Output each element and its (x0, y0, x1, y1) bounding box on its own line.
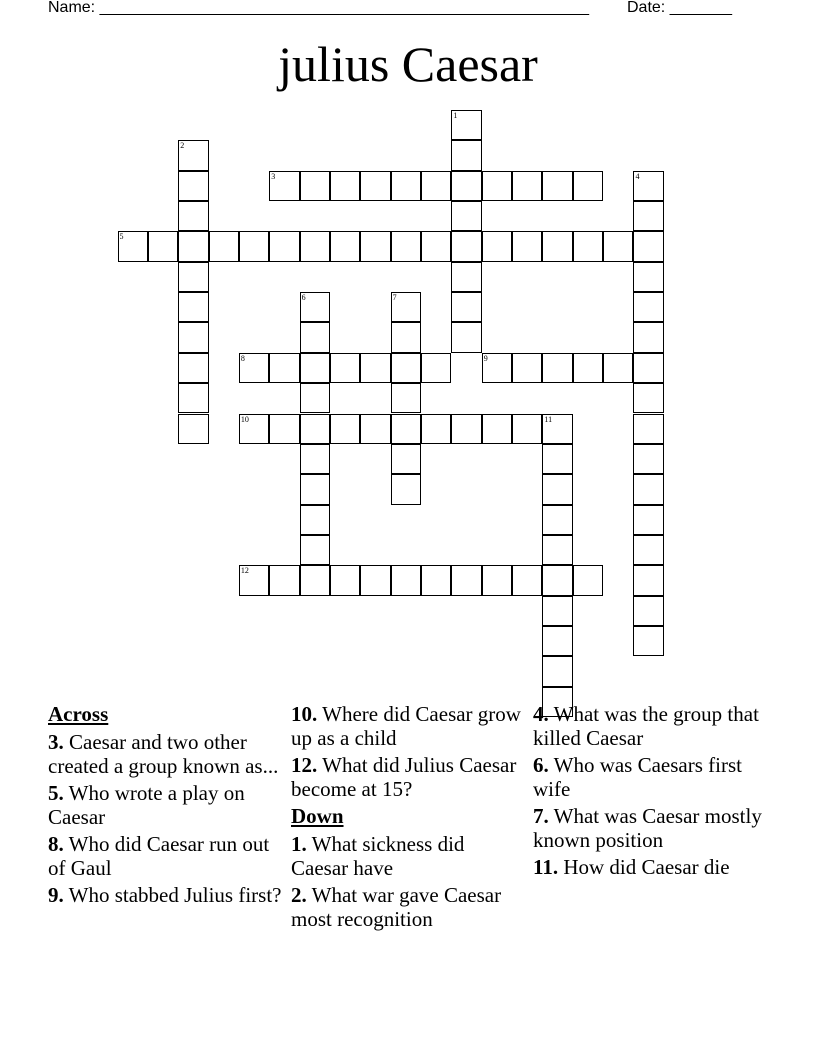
crossword-cell[interactable] (512, 171, 542, 201)
crossword-cell[interactable] (542, 353, 572, 383)
crossword-cell[interactable] (542, 535, 572, 565)
crossword-cell[interactable] (542, 596, 572, 626)
crossword-cell[interactable] (633, 383, 663, 413)
crossword-cell[interactable] (300, 444, 330, 474)
crossword-cell[interactable] (542, 626, 572, 656)
crossword-cell[interactable] (512, 565, 542, 595)
clue-down-1: 1. What sickness did Caesar have (291, 832, 465, 880)
crossword-cell[interactable] (360, 231, 390, 261)
crossword-cell[interactable] (573, 171, 603, 201)
crossword-cell[interactable] (542, 565, 572, 595)
crossword-cell[interactable] (391, 414, 421, 444)
crossword-cell[interactable] (300, 474, 330, 504)
clue-number: 10 (240, 414, 249, 424)
clue-number: 5 (119, 232, 124, 242)
crossword-cell[interactable] (269, 414, 299, 444)
crossword-cell[interactable] (633, 444, 663, 474)
crossword-cell[interactable] (633, 231, 663, 261)
crossword-cell[interactable] (451, 262, 481, 292)
clue-across-8: 8. Who did Caesar run out of Gaul (48, 832, 270, 880)
crossword-cell[interactable] (603, 353, 633, 383)
crossword-cell[interactable] (512, 231, 542, 261)
crossword-cell[interactable] (391, 444, 421, 474)
crossword-cell[interactable] (633, 474, 663, 504)
crossword-cell[interactable] (178, 171, 208, 201)
crossword-cell[interactable] (300, 171, 330, 201)
crossword-cell[interactable] (330, 565, 360, 595)
crossword-cell[interactable] (451, 140, 481, 170)
crossword-cell[interactable] (391, 353, 421, 383)
crossword-cell[interactable] (633, 262, 663, 292)
crossword-cell[interactable] (330, 353, 360, 383)
crossword-cell[interactable] (451, 201, 481, 231)
clue-down-6: 6. Who was Caesars first wife (533, 753, 742, 801)
crossword-cell[interactable] (451, 322, 481, 352)
crossword-cell[interactable] (178, 140, 208, 170)
crossword-cell[interactable] (633, 535, 663, 565)
crossword-cell[interactable] (300, 231, 330, 261)
crossword-cell[interactable] (300, 292, 330, 322)
clue-number: 1 (453, 111, 458, 120)
crossword-cell[interactable] (512, 353, 542, 383)
crossword-cell[interactable] (451, 565, 481, 595)
crossword-cell[interactable] (178, 292, 208, 322)
crossword-cell[interactable] (178, 353, 208, 383)
crossword-cell[interactable] (360, 353, 390, 383)
crossword-cell[interactable] (573, 565, 603, 595)
crossword-cell[interactable] (118, 231, 148, 261)
clues-column-2 (291, 702, 526, 934)
crossword-cell[interactable] (209, 231, 239, 261)
crossword-cell[interactable] (482, 353, 512, 383)
crossword-cell[interactable] (330, 414, 360, 444)
crossword-cell[interactable] (300, 353, 330, 383)
clue-number: 6 (301, 293, 306, 303)
crossword-cell[interactable] (300, 383, 330, 413)
crossword-cell[interactable] (573, 231, 603, 261)
crossword-cell[interactable] (300, 505, 330, 535)
crossword-cell[interactable] (451, 414, 481, 444)
crossword-cell[interactable] (330, 171, 360, 201)
clue-number: 11 (544, 414, 553, 424)
crossword-cell[interactable] (633, 201, 663, 231)
crossword-cell[interactable] (512, 414, 542, 444)
crossword-cell[interactable] (360, 171, 390, 201)
clue-across-9: 9. Who stabbed Julius first? (48, 883, 282, 907)
crossword-cell[interactable] (300, 414, 330, 444)
crossword-cell[interactable] (421, 171, 451, 201)
date-field-label: Date: _______ (627, 0, 732, 16)
crossword-cell[interactable] (633, 596, 663, 626)
crossword-cell[interactable] (482, 565, 512, 595)
crossword-cell[interactable] (482, 231, 512, 261)
clue-across-5: 5. Who wrote a play on Caesar (48, 781, 245, 829)
crossword-cell[interactable] (603, 231, 633, 261)
crossword-cell[interactable] (451, 231, 481, 261)
clue-down-4: 4. What was the group that killed Caesar (533, 702, 759, 750)
crossword-cell[interactable] (269, 231, 299, 261)
crossword-cell[interactable] (633, 292, 663, 322)
name-field-label: Name: _______________________________________________________ (48, 0, 589, 16)
crossword-cell[interactable] (269, 353, 299, 383)
clue-down-11: 11. How did Caesar die (533, 855, 730, 879)
clue-number: 9 (483, 353, 488, 363)
crossword-cell[interactable] (633, 353, 663, 383)
clue-number: 7 (392, 293, 397, 303)
across-heading: Across (48, 702, 109, 726)
crossword-cell[interactable] (421, 565, 451, 595)
clue-down-2: 2. What war gave Caesar most recognition (291, 883, 502, 931)
page-title: julius Caesar (278, 36, 538, 92)
crossword-cell[interactable] (633, 171, 663, 201)
clue-down-7: 7. What was Caesar mostly known position (533, 804, 762, 852)
crossword-cell[interactable] (633, 565, 663, 595)
crossword-cell[interactable] (573, 353, 603, 383)
clue-number: 3 (271, 171, 276, 181)
crossword-cell[interactable] (391, 171, 421, 201)
crossword-cell[interactable] (391, 383, 421, 413)
crossword-cell[interactable] (330, 231, 360, 261)
crossword-cell[interactable] (239, 414, 269, 444)
clue-number: 2 (180, 141, 185, 151)
crossword-cell[interactable] (269, 565, 299, 595)
clue-across-3: 3. Caesar and two other created a group known as... (48, 730, 279, 778)
crossword-cell[interactable] (300, 535, 330, 565)
clue-across-10: 10. Where did Caesar grow up as a child (291, 702, 521, 750)
crossword-cell[interactable] (421, 414, 451, 444)
crossword-cell[interactable] (178, 262, 208, 292)
crossword-cell[interactable] (542, 656, 572, 686)
clue-number: 12 (240, 566, 249, 576)
crossword-cell[interactable] (391, 474, 421, 504)
crossword-cell[interactable] (360, 565, 390, 595)
clue-number: 8 (240, 353, 245, 363)
crossword-cell[interactable] (421, 231, 451, 261)
crossword-cell[interactable] (633, 414, 663, 444)
crossword-cell[interactable] (451, 292, 481, 322)
crossword-cell[interactable] (633, 505, 663, 535)
crossword-cell[interactable] (542, 444, 572, 474)
crossword-cell[interactable] (269, 171, 299, 201)
crossword-cell[interactable] (239, 231, 269, 261)
crossword-cell[interactable] (178, 201, 208, 231)
crossword-cell[interactable] (391, 322, 421, 352)
crossword-cell[interactable] (391, 565, 421, 595)
crossword-cell[interactable] (360, 414, 390, 444)
crossword-cell[interactable] (148, 231, 178, 261)
crossword-cell[interactable] (391, 292, 421, 322)
crossword-cell[interactable] (542, 231, 572, 261)
clue-number: 4 (635, 171, 640, 181)
crossword-cell[interactable] (178, 322, 208, 352)
crossword-cell[interactable] (451, 110, 481, 140)
crossword-cell[interactable] (178, 414, 208, 444)
crossword-cell[interactable] (451, 171, 481, 201)
crossword-cell[interactable] (391, 231, 421, 261)
crossword-cell[interactable] (300, 565, 330, 595)
crossword-cell[interactable] (633, 322, 663, 352)
crossword-cell[interactable] (542, 505, 572, 535)
crossword-cell[interactable] (482, 414, 512, 444)
clues-column-3 (533, 702, 768, 882)
down-heading: Down (291, 804, 344, 828)
crossword-cell[interactable] (542, 414, 572, 444)
crossword-cell[interactable] (421, 353, 451, 383)
crossword-cell[interactable] (178, 231, 208, 261)
crossword-cell[interactable] (633, 626, 663, 656)
crossword-cell[interactable] (542, 171, 572, 201)
crossword-cell[interactable] (239, 353, 269, 383)
clue-across-12: 12. What did Julius Caesar become at 15? (291, 753, 517, 801)
crossword-cell[interactable] (239, 565, 269, 595)
crossword-cell[interactable] (482, 171, 512, 201)
crossword-cell[interactable] (542, 474, 572, 504)
clues-column-1 (48, 702, 283, 910)
crossword-cell[interactable] (300, 322, 330, 352)
crossword-cell[interactable] (178, 383, 208, 413)
